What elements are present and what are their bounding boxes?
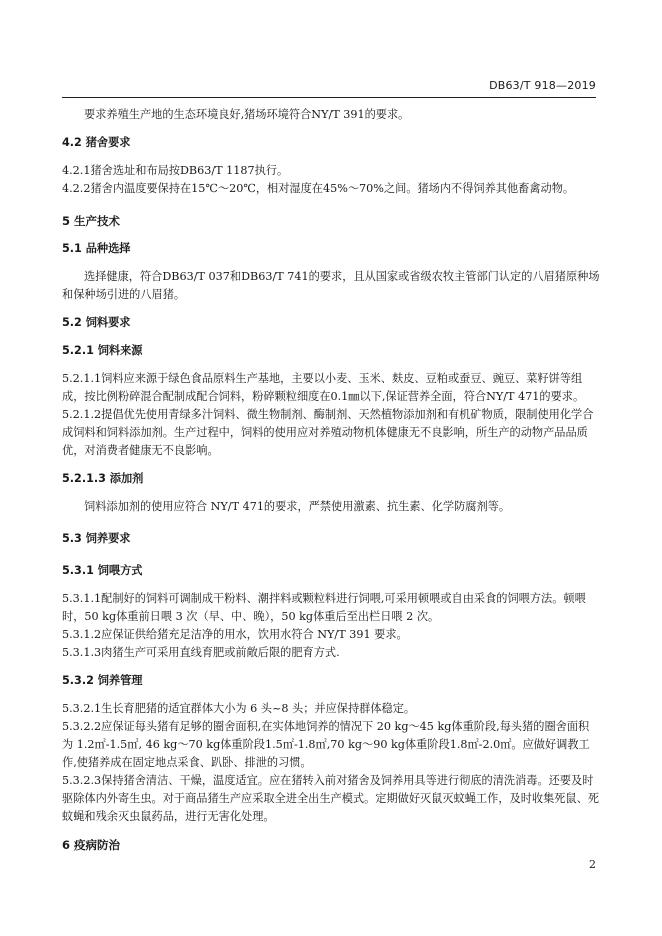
clause-5-3-2-2: 5.3.2.2应保证每头猪有足够的圈舍面积,在实体地饲养的情况下 20 kg～45 kg体重阶段,每头猪的圈舍面积为 1.2㎡-1.5㎡, 46 kg～70 kg体重阶段1.5㎡-1.8㎡,70 kg～90 kg体重阶段1.8㎡-2.0㎡。应做好调教工作,使猪养成在固定地点采食、趴卧、排泄的习惯。 xyxy=(62,720,590,769)
clause-4-2-1: 4.2.1猪舍选址和布局按DB63/T 1187执行。 xyxy=(62,164,289,177)
clause-5-3-1-2: 5.3.1.2应保证供给猪充足洁净的用水，饮用水符合 NY/T 391 要求。 xyxy=(62,628,408,641)
clause-5-3-1-1: 5.3.1.1配制好的饲料可调制成干粉料、潮拌料或颗粒料进行饲喂,可采用顿喂或自由采食的饲喂方法。顿喂时，50 kg体重前日喂 3 次（早、中、晚），50 kg体重后至出栏日喂 2 次。 xyxy=(62,592,586,623)
heading-5-2: 5.2 饲料要求 xyxy=(62,316,131,329)
clause-5-3-1-3: 5.3.1.3肉猪生产可采用直线育肥或前敞后限的肥育方式. xyxy=(62,646,340,659)
header-divider xyxy=(62,97,596,98)
heading-5-3-2: 5.3.2 饲养管理 xyxy=(62,674,143,687)
heading-5-2-1: 5.2.1 饲料来源 xyxy=(62,344,143,357)
clause-5-2-1-1: 5.2.1.1饲料应来源于绿色食品原料生产基地，主要以小麦、玉米、麸皮、豆粕或蚕豆、豌豆、菜籽饼等组成，按比例粉碎混合配制成配合饲料，粉碎颗粒细度在0.1㎜以下,保证营养全面，符合NY/T 471的要求。 xyxy=(62,372,585,403)
paragraph-environment: 要求养殖生产地的生态环境良好,猪场环境符合NY/T 391的要求。 xyxy=(84,108,410,121)
document-body xyxy=(62,106,600,854)
page-number: 2 xyxy=(589,858,596,871)
heading-6: 6 疫病防治 xyxy=(62,838,121,852)
standard-code: DB63/T 918—2019 xyxy=(489,79,596,92)
clause-5-3-2-3: 5.3.2.3保持猪舍清洁、干燥，温度适宜。应在猪转入前对猪舍及饲养用具等进行彻底的清洗消毒。还要及时驱除体内外寄生虫。对于商品猪生产应采取全进全出生产模式。定期做好灭鼠灭蚊蝇工作，及时收集死鼠、死蚊蝇和残余灭虫鼠药品，进行无害化处理。 xyxy=(62,774,600,823)
heading-4-2: 4.2 猪舍要求 xyxy=(62,136,131,149)
clause-5-3-2-1: 5.3.2.1生长育肥猪的适宜群体大小为 6 头~8 头；并应保持群体稳定。 xyxy=(62,702,416,715)
heading-5-3-1: 5.3.1 饲喂方式 xyxy=(62,564,143,577)
heading-5-3: 5.3 饲养要求 xyxy=(62,532,131,545)
heading-5-1: 5.1 品种选择 xyxy=(62,242,131,255)
clause-5-2-1-2: 5.2.1.2提倡优先使用青绿多汁饲料、微生物制剂、酶制剂、天然植物添加剂和有机矿物质，限制使用化学合成饲料和饲料添加剂。生产过程中，饲料的使用应对养殖动物机体健康无不良影响，所生产的动物产品品质优，对消费者健康无不良影响。 xyxy=(62,408,594,457)
heading-5-2-1-3: 5.2.1.3 添加剂 xyxy=(62,472,144,485)
clause-4-2-2: 4.2.2猪舍内温度要保持在15℃～20℃，相对湿度在45%～70%之间。猪场内不得饲养其他畜禽动物。 xyxy=(62,182,575,195)
paragraph-5-2-1-3: 饲料添加剂的使用应符合 NY/T 471的要求，严禁使用激素、抗生素、化学防腐剂等。 xyxy=(84,500,511,513)
heading-5: 5 生产技术 xyxy=(62,214,121,228)
paragraph-5-1: 选择健康，符合DB63/T 037和DB63/T 741的要求，且从国家或省级农牧主管部门认定的八眉猪原种场和保种场引进的八眉猪。 xyxy=(62,270,600,301)
